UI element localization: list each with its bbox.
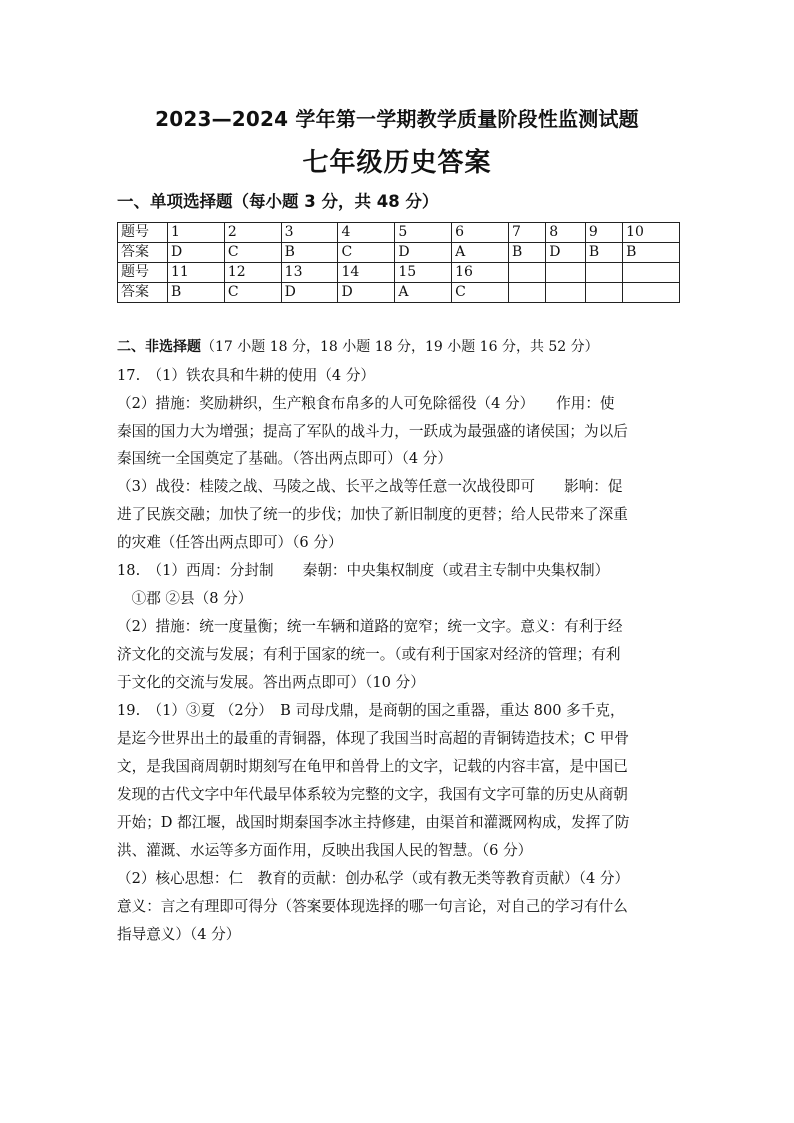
answer-line: 于文化的交流与发展。答出两点即可）（10 分） [117,674,425,691]
table-cell [585,283,622,303]
table-row [118,283,680,303]
table-cell: A [452,243,509,263]
table-cell: C [338,243,395,263]
table-cell: 2 [224,223,281,243]
table-cell: 答案 [118,243,168,263]
section2-heading-detail: （17 小题 18 分，18 小题 18 分，19 小题 16 分，共 52 分） [201,339,599,355]
table-cell: 16 [452,263,509,283]
table-cell [508,263,545,283]
answer-line: 开始；D 都江堰，战国时期秦国李冰主持修建，由渠首和灌溉网构成，发挥了防 [117,814,630,831]
table-cell [623,263,680,283]
table-cell [546,263,586,283]
answer-line: 洪、灌溉、水运等多方面作用，反映出我国人民的智慧。（6 分） [117,842,533,859]
answer-line: ①郡 ②县（8 分） [117,590,253,607]
table-cell: 14 [338,263,395,283]
table-cell: B [623,243,680,263]
table-cell: 答案 [118,283,168,303]
section2-heading-label: 二、非选择题 [117,339,201,355]
answer-line: 发现的古代文字中年代最早体系较为完整的文字，我国有文字可靠的历史从商朝 [117,786,628,803]
table-cell: D [338,283,395,303]
answer-key-subtitle: 七年级历史答案 [302,148,492,178]
table-cell: D [546,243,586,263]
table-cell: 题号 [118,263,168,283]
table-cell: C [452,283,509,303]
table-cell [508,283,545,303]
table-cell: C [224,243,281,263]
table-cell: 7 [508,223,545,243]
table-cell: B [508,243,545,263]
table-cell: D [281,283,338,303]
table-cell: 6 [452,223,509,243]
table-cell: 题号 [118,223,168,243]
table-cell: 11 [168,263,225,283]
table-cell: 9 [585,223,622,243]
answer-line: （3）战役：桂陵之战、马陵之战、长平之战等任意一次战役即可 影响：促 [117,478,623,495]
section1-heading: 一、单项选择题（每小题 3 分，共 48 分） [117,192,439,211]
table-cell [546,283,586,303]
answer-line: （2）措施：统一度量衡；统一车辆和道路的宽窄；统一文字。意义：有利于经 [117,618,623,635]
table-cell: 5 [395,223,452,243]
answer-line: 秦国统一全国奠定了基础。（答出两点即可）（4 分） [117,450,452,467]
answer-line: 是迄今世界出土的最重的青铜器，体现了我国当时高超的青铜铸造技术；C 甲骨 [117,730,629,747]
table-cell: 3 [281,223,338,243]
table-cell: B [281,243,338,263]
section2-heading [117,336,599,356]
table-cell: D [395,243,452,263]
table-row [118,223,680,243]
table-cell [585,263,622,283]
answer-table [117,222,680,303]
table-cell: D [168,243,225,263]
answer-line: 意义：言之有理即可得分（答案要体现选择的哪一句言论，对自己的学习有什么 [117,898,628,915]
answer-line: （2）措施：奖励耕织，生产粮食布帛多的人可免除徭役（4 分） 作用：使 [117,395,615,412]
table-cell: 8 [546,223,586,243]
answer-line: 指导意义）（4 分） [117,926,241,943]
answer-line: 济文化的交流与发展；有利于国家的统一。（或有利于国家对经济的管理；有利 [117,646,621,663]
table-cell: A [395,283,452,303]
table-cell: 12 [224,263,281,283]
answer-line: 的灾难（任答出两点即可）（6 分） [117,534,343,551]
table-cell: 4 [338,223,395,243]
answer-line: （2）核心思想：仁 教育的贡献：创办私学（或有教无类等教育贡献）（4 分） [117,870,630,887]
answer-line: 18. （1）西周：分封制 秦朝：中央集权制度（或君主专制中央集权制） [117,562,610,579]
table-row [118,263,680,283]
table-cell [623,283,680,303]
answer-line: 19. （1）③夏 （2分） B 司母戊鼎，是商朝的国之重器，重达 800 多千克， [117,702,625,719]
table-cell: B [168,283,225,303]
table-cell: 13 [281,263,338,283]
answer-line: 文，是我国商周朝时期刻写在龟甲和兽骨上的文字，记载的内容丰富，是中国已 [117,758,628,775]
answer-line: 秦国的国力大为增强；提高了军队的战斗力，一跃成为最强盛的诸侯国；为以后 [117,423,628,440]
answer-line: 17. （1）铁农具和牛耕的使用（4 分） [117,367,376,384]
table-cell: 15 [395,263,452,283]
table-row [118,243,680,263]
table-cell: 1 [168,223,225,243]
table-cell: B [585,243,622,263]
table-cell: C [224,283,281,303]
table-cell: 10 [623,223,680,243]
exam-title: 2023—2024 学年第一学期教学质量阶段性监测试题 [155,107,639,131]
answer-line: 进了民族交融；加快了统一的步伐；加快了新旧制度的更替；给人民带来了深重 [117,506,628,523]
